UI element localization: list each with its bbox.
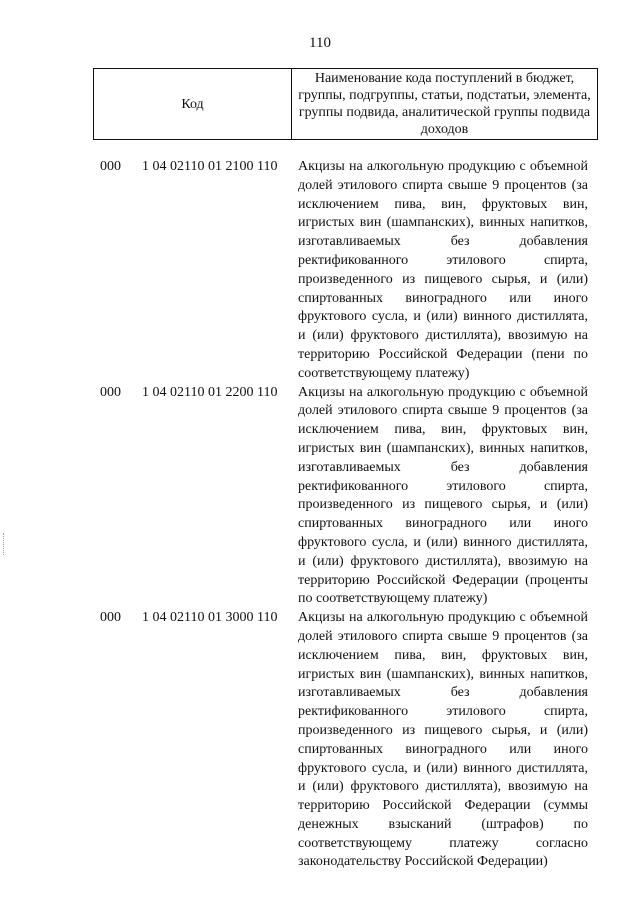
header-code-cell: Код <box>94 69 292 140</box>
revenue-description: Акцизы на алкогольную продукцию с объемной долей этилового спирта свыше 9 процентов (за исключением пива, вин, фруктовых вин, игристых вин (шампанских), винных напитков, изготавливаемых без добавления ректификованного этилового спирта, произведенного из пищевого сырья, и (или) спиртованных виноградного или иного фруктового сусла, и (или) винного дистиллята, и (или) фруктового дистиллята), ввозимую на территорию Российской Федерации (суммы денежных взысканий (штрафов) по соответствующему платежу согласно законодательству Российской Федерации) <box>298 610 588 870</box>
page-number: 110 <box>309 35 331 51</box>
revenue-description: Акцизы на алкогольную продукцию с объемной долей этилового спирта свыше 9 процентов (за исключением пива, вин, фруктовых вин, игристых вин (шампанских), винных напитков, изготавливаемых без добавления ректификованного этилового спирта, произведенного из пищевого сырья, и (или) спиртованных виноградного или иного фруктового сусла, и (или) винного дистиллята, и (или) фруктового дистиллята), ввозимую на территорию Российской Федерации (пени по соответствующему платежу) <box>298 159 588 381</box>
table-row <box>100 384 598 610</box>
admin-code: 000 <box>100 610 121 626</box>
revenue-code: 1 04 02110 01 2100 110 <box>142 159 278 174</box>
table-row <box>100 609 598 872</box>
header-name-cell: Наименование кода поступлений в бюджет, группы, подгруппы, статьи, подстатьи, элемента, группы подвида, аналитической группы подвида доходов <box>292 69 598 140</box>
table-header <box>93 68 598 140</box>
table-row <box>100 158 598 384</box>
admin-code: 000 <box>100 384 121 400</box>
revenue-description: Акцизы на алкогольную продукцию с объемной долей этилового спирта свыше 9 процентов (за исключением пива, вин, фруктовых вин, игристых вин (шампанских), винных напитков, изготавливаемых без добавления ректификованного этилового спирта, произведенного из пищевого сырья, и (или) спиртованных виноградного или иного фруктового сусла, и (или) винного дистиллята, и (или) фруктового дистиллята), ввозимую на территорию Российской Федерации (проценты по соответствующему платежу) <box>298 384 588 607</box>
revenue-code-list <box>100 158 598 872</box>
admin-code: 000 <box>100 159 121 174</box>
revenue-code: 1 04 02110 01 2200 110 <box>142 384 278 400</box>
scan-margin-mark <box>3 533 5 555</box>
revenue-code: 1 04 02110 01 3000 110 <box>142 610 278 626</box>
